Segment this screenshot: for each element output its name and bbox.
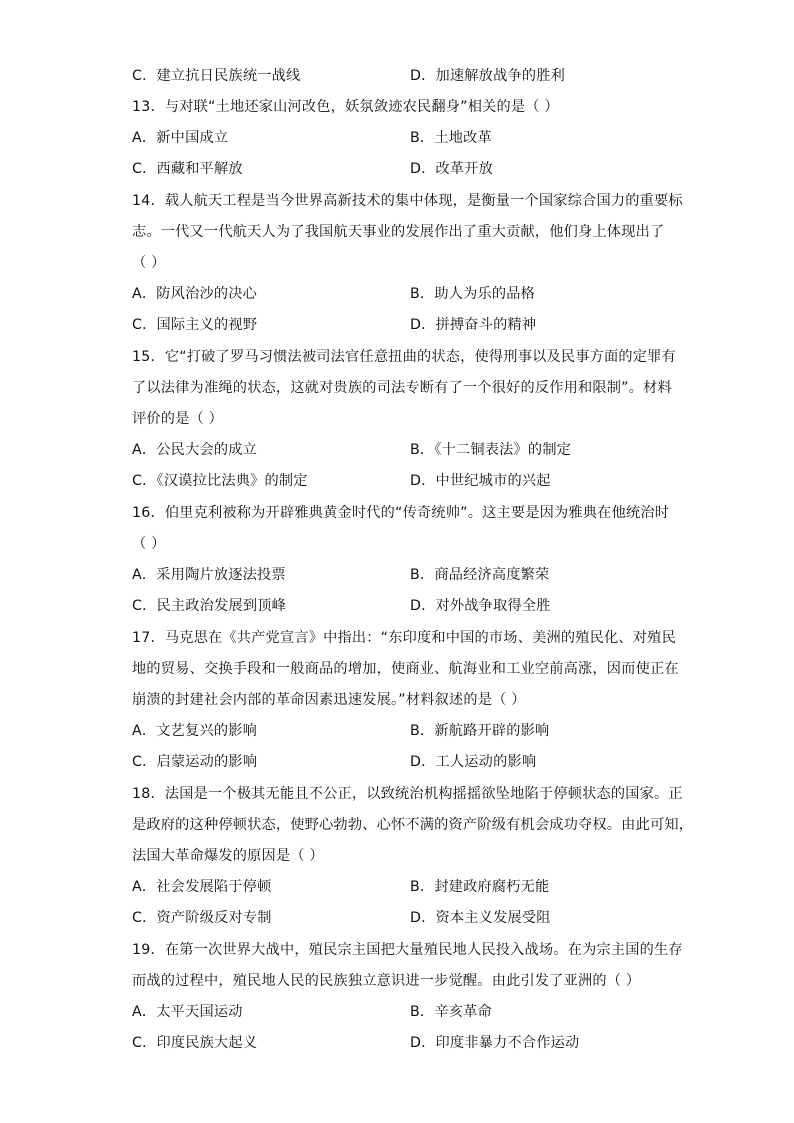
- question-17-stem-line1: 17．马克思在《共产党宣言》中指出：“东印度和中国的市场、美洲的殖民化、对殖民: [132, 630, 676, 646]
- option-19b: B．辛亥革命: [410, 1004, 492, 1020]
- option-17b: B．新航路开辟的影响: [410, 723, 550, 739]
- option-15a: A．公民大会的成立: [132, 442, 258, 458]
- option-16b: B．商品经济高度繁荣: [410, 567, 550, 583]
- option-19a: A．太平天国运动: [132, 1004, 243, 1020]
- option-17d: D．工人运动的影响: [410, 754, 537, 770]
- option-18b: B．封建政府腐朽无能: [410, 879, 550, 895]
- option-15d: D．中世纪城市的兴起: [410, 473, 551, 489]
- option-13d: D．改革开放: [410, 161, 494, 177]
- question-18-stem-line3: 法国大革命爆发的原因是（ ）: [132, 848, 324, 864]
- question-17-stem-line2: 地的贸易、交换手段和一般商品的增加，使商业、航海业和工业空前高涨，因而使正在: [132, 661, 679, 677]
- option-19c: C．印度民族大起义: [132, 1035, 258, 1051]
- question-16-stem-line2: （ ）: [132, 536, 166, 552]
- option-14a: A．防风治沙的决心: [132, 286, 258, 302]
- option-14d: D．拼搏奋斗的精神: [410, 317, 537, 333]
- question-18-stem-line1: 18．法国是一个极其无能且不公正，以致统治机构摇摇欲坠地陷于停顿状态的国家。正: [132, 786, 683, 802]
- question-13-stem: 13．与对联“土地还家山河改色，妖氛敛迹农民翻身”相关的是（ ）: [132, 99, 559, 115]
- question-16-stem-line1: 16．伯里克利被称为开辟雅典黄金时代的“传奇统帅”。这主要是因为雅典在他统治时: [132, 505, 670, 521]
- option-13b: B．土地改革: [410, 130, 492, 146]
- option-18c: C．资产阶级反对专制: [132, 910, 272, 926]
- question-19-stem-line1: 19．在第一次世界大战中，殖民宗主国把大量殖民地人民投入战场。在为宗主国的生存: [132, 942, 683, 958]
- option-18d: D．资本主义发展受阻: [410, 910, 551, 926]
- question-14-stem-line2: 志。一代又一代航天人为了我国航天事业的发展作出了重大贡献，他们身上体现出了: [132, 224, 665, 240]
- option-12d: D．加速解放战争的胜利: [410, 68, 566, 84]
- option-16d: D．对外战争取得全胜: [410, 598, 551, 614]
- question-15-stem-line1: 15．它“打破了罗马习惯法被司法官任意扭曲的状态，使得刑事以及民事方面的定罪有: [132, 349, 676, 365]
- option-15c: C．《汉谟拉比法典》的制定: [132, 473, 308, 489]
- option-14c: C．国际主义的视野: [132, 317, 258, 333]
- question-14-stem-line1: 14．载人航天工程是当今世界高新技术的集中体现，是衡量一个国家综合国力的重要标: [132, 193, 683, 209]
- option-16a: A．采用陶片放逐法投票: [132, 567, 286, 583]
- question-18-stem-line2: 是政府的这种停顿状态，使野心勃勃、心怀不满的资产阶级有机会成功夺权。由此可知，: [132, 817, 694, 833]
- question-15-stem-line2: 了以法律为准绳的状态，这就对贵族的司法专断有了一个很好的反作用和限制”。材料: [132, 380, 672, 396]
- option-12c: C．建立抗日民族统一战线: [132, 68, 301, 84]
- option-15b: B．《十二铜表法》的制定: [410, 442, 572, 458]
- option-17a: A．文艺复兴的影响: [132, 723, 258, 739]
- option-13a: A．新中国成立: [132, 130, 229, 146]
- question-15-stem-line3: 评价的是（ ）: [132, 411, 224, 427]
- option-13c: C．西藏和平解放: [132, 161, 243, 177]
- option-19d: D．印度非暴力不合作运动: [410, 1035, 580, 1051]
- option-17c: C．启蒙运动的影响: [132, 754, 258, 770]
- question-14-stem-line3: （ ）: [132, 255, 166, 271]
- option-18a: A．社会发展陷于停顿: [132, 879, 272, 895]
- option-14b: B．助人为乐的品格: [410, 286, 536, 302]
- option-16c: C．民主政治发展到顶峰: [132, 598, 286, 614]
- question-19-stem-line2: 而战的过程中，殖民地人民的民族独立意识进一步觉醒。由此引发了亚洲的（ ）: [132, 973, 641, 989]
- question-17-stem-line3: 崩溃的封建社会内部的革命因素迅速发展。”材料叙述的是（ ）: [132, 692, 526, 708]
